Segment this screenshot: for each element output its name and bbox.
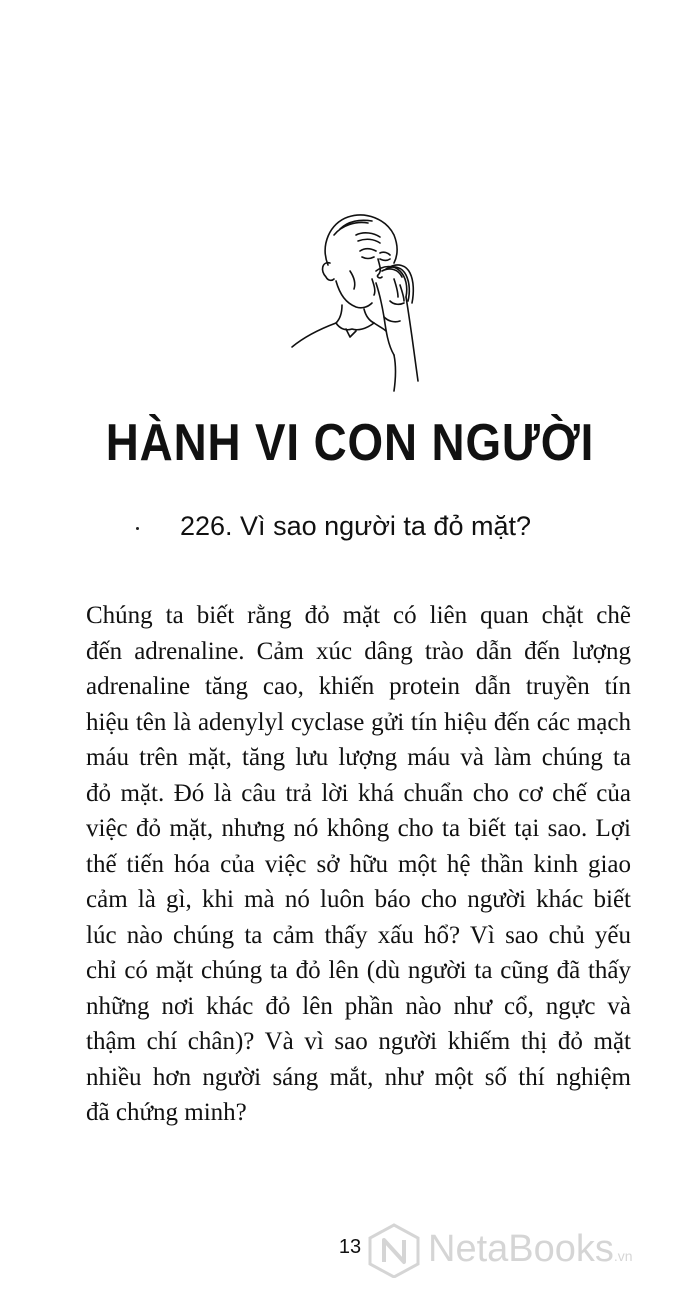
page-number: 13 <box>338 1236 362 1258</box>
body-line: thậm chí chân)? Và vì sao người khiếm thị đỏ mặt <box>86 1028 631 1055</box>
body-line: cảm là gì, khi mà nó luôn báo cho người khác biết <box>86 886 631 913</box>
body-line: hiệu tên là adenylyl cyclase gửi tín hiệu đến các mạch <box>86 708 631 736</box>
man-covering-mouth-illustration <box>290 205 440 395</box>
watermark-text <box>428 1228 633 1271</box>
body-line: chỉ có mặt chúng ta đỏ lên (dù người ta cũng đã thấy <box>86 957 631 984</box>
body-line: đã chứng minh? <box>86 1099 247 1126</box>
body-line: máu trên mặt, tăng lưu lượng máu và làm chúng ta <box>86 744 631 771</box>
decorative-dot <box>136 527 139 530</box>
body-line: Chúng ta biết rằng đỏ mặt có liên quan chặt chẽ <box>86 602 631 629</box>
body-line: đến adrenaline. Cảm xúc dâng trào dẫn đến lượng <box>86 637 631 665</box>
watermark <box>366 1222 686 1282</box>
chapter-title: HÀNH VI CON NGƯỜI <box>105 414 595 472</box>
watermark-brand: NetaBooks <box>428 1228 614 1270</box>
question-title: 226. Vì sao người ta đỏ mặt? <box>180 511 531 541</box>
body-line: những nơi khác đỏ lên phần nào như cổ, ngực và <box>86 992 631 1020</box>
body-line: lúc nào chúng ta cảm thấy xấu hổ? Vì sao chủ yếu <box>86 921 631 949</box>
watermark-suffix: .vn <box>613 1248 633 1264</box>
body-line: đỏ mặt. Đó là câu trả lời khá chuẩn cho cơ chế của <box>86 779 631 807</box>
body-line: nhiều hơn người sáng mắt, như một số thí nghiệm <box>86 1063 631 1091</box>
netabooks-logo-icon <box>366 1222 422 1278</box>
body-line: thế tiến hóa của việc sở hữu một hệ thần kinh giao <box>86 850 631 878</box>
body-line: adrenaline tăng cao, khiến protein dẫn truyền tín <box>86 673 631 700</box>
body-line: việc đỏ mặt, nhưng nó không cho ta biết tại sao. Lợi <box>86 815 631 842</box>
body-paragraph <box>86 598 631 1131</box>
